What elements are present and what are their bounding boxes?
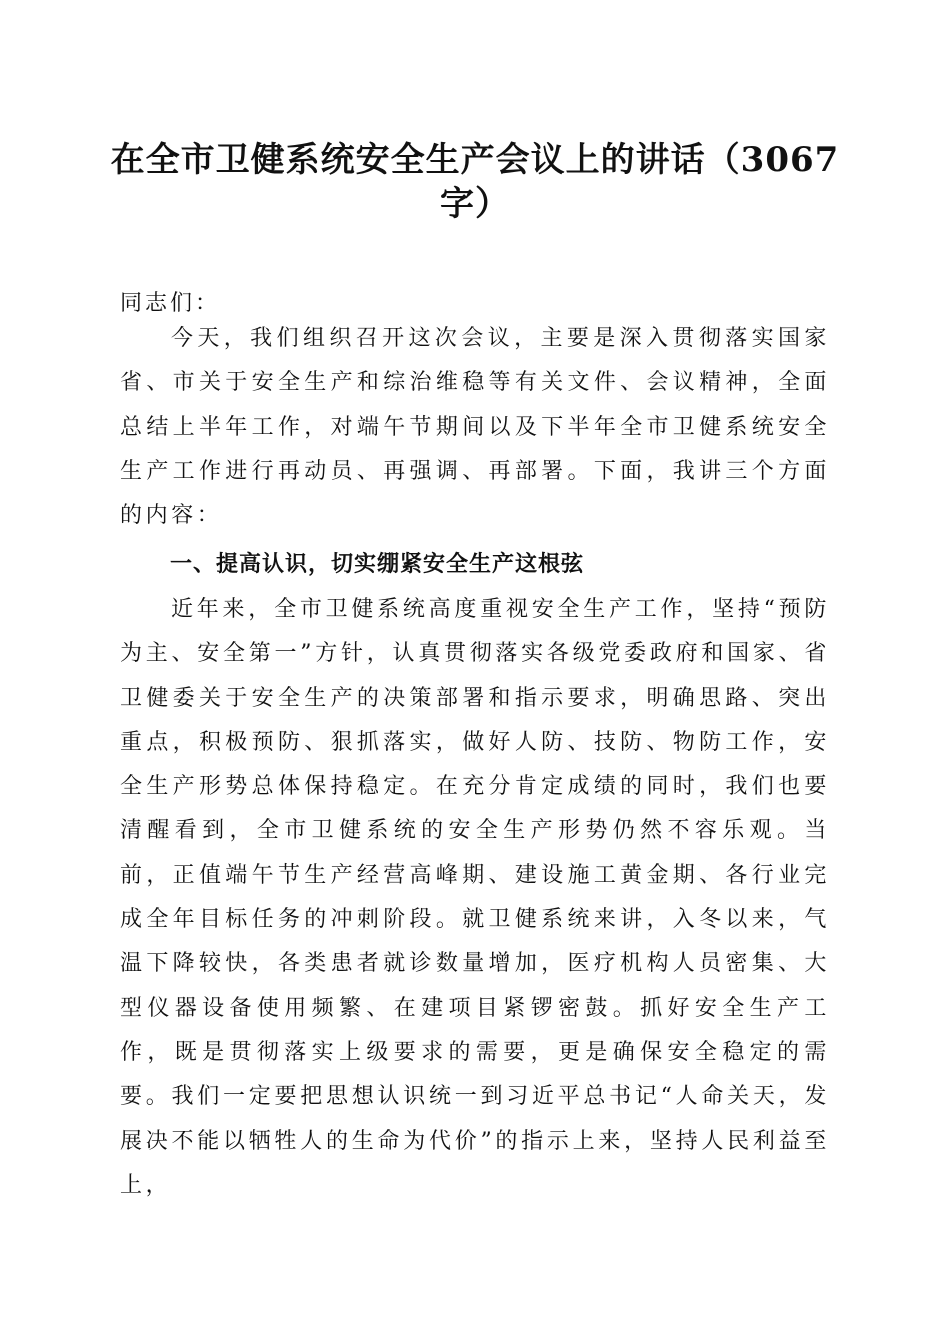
document-title: 在全市卫健系统安全生产会议上的讲话（3067字） — [110, 140, 840, 224]
paragraph-intro: 今天，我们组织召开这次会议，主要是深入贯彻落实国家省、市关于安全生产和综治维稳等有关文件、会议精神，全面总结上半年工作，对端午节期间以及下半年全市卫健系统安全生产工作进行再动员、再强调、再部署。下面，我讲三个方面的内容： — [120, 326, 830, 529]
section-heading: 一、提高认识，切实绷紧安全生产这根弦 — [170, 552, 585, 577]
salutation: 同志们： — [120, 291, 221, 316]
paragraph-body: 近年来，全市卫健系统高度重视安全生产工作，坚持“预防为主、安全第一”方针，认真贯彻落实各级党委政府和国家、省卫健委关于安全生产的决策部署和指示要求，明确思路、突出重点，积极预防、狠抓落实，做好人防、技防、物防工作，安全生产形势总体保持稳定。在充分肯定成绩的同时，我们也要清醒看到，全市卫健系统的安全生产形势仍然不容乐观。当前，正值端午节生产经营高峰期、建设施工黄金期、各行业完成全年目标任务的冲刺阶段。就卫健系统来讲，入冬以来，气温下降较快，各类患者就诊数量增加，医疗机构人员密集、大型仪器设备使用频繁、在建项目紧锣密鼓。抓好安全生产工作，既是贯彻落实上级要求的需要，更是确保安全稳定的需要。我们一定要把思想认识统一到习近平总书记“人命关天，发展决不能以牺牲人的生命为代价”的指示上来，坚持人民利益至上， — [120, 597, 830, 1198]
